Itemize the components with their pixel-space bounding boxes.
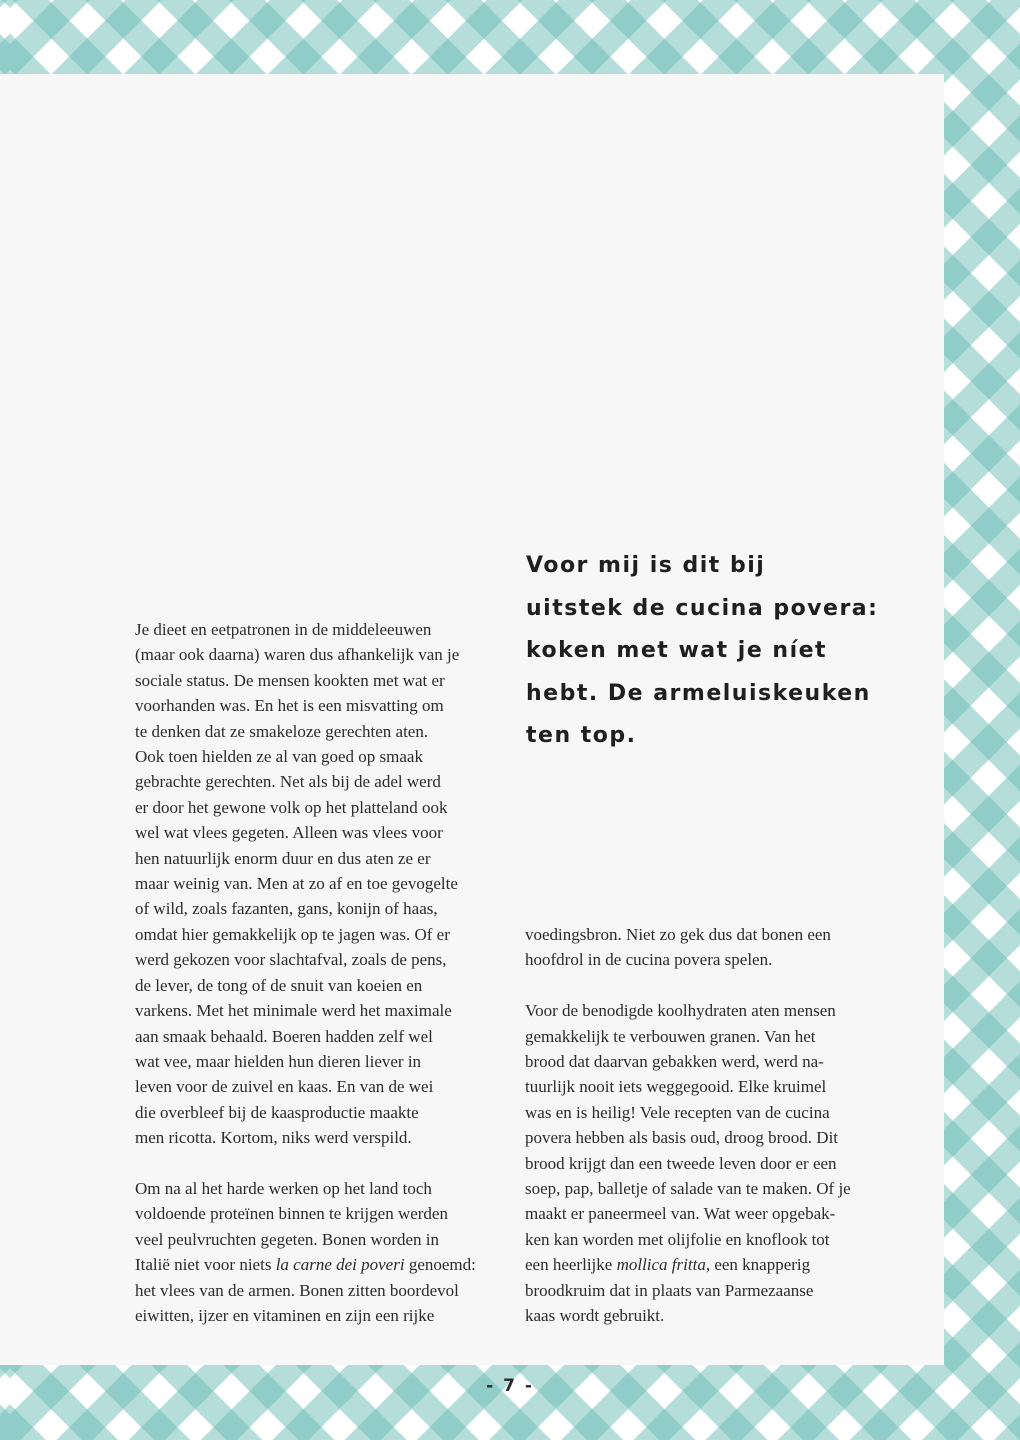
text-line: veel peulvruchten gegeten. Bonen worden in xyxy=(135,1229,440,1249)
text-line: kaas wordt gebruikt. xyxy=(525,1306,665,1326)
page-number: - 7 - xyxy=(486,1376,534,1396)
text-line: voorhanden was. En het is een misvatting om xyxy=(135,696,444,716)
text-line: povera hebben als basis oud, droog brood. Dit xyxy=(525,1128,839,1148)
text-line: wel wat vlees gegeten. Alleen was vlees voor xyxy=(135,823,443,843)
left-column xyxy=(135,617,495,1354)
text-line: de lever, de tong of de snuit van koeien en xyxy=(135,975,423,995)
text-line: er door het gewone volk op het platteland ook xyxy=(135,797,448,817)
italic-term: mollica fritta xyxy=(616,1255,706,1275)
text-line: was en is heilig! Vele recepten van de cucina xyxy=(525,1102,830,1122)
text-line: ken kan worden met olijfolie en knoflook tot xyxy=(525,1229,830,1249)
text-line: broodkruim dat in plaats van Parmezaanse xyxy=(525,1280,814,1300)
text-line: brood dat daarvan gebakken werd, werd na- xyxy=(525,1052,824,1072)
text-line: hen natuurlijk enorm duur en dus aten ze er xyxy=(135,848,431,868)
text-span: een heerlijke xyxy=(525,1255,617,1275)
text-line: wat vee, maar hielden hun dieren liever in xyxy=(135,1051,422,1071)
text-line: of wild, zoals fazanten, gans, konijn of haas, xyxy=(135,899,438,919)
text-span: genoemd: xyxy=(404,1255,476,1275)
text-line: voldoende proteïnen binnen te krijgen werden xyxy=(135,1204,448,1224)
text-line: Ook toen hielden ze al van goed op smaak xyxy=(135,747,423,767)
text-line: Voor de benodigde koolhydraten aten mensen xyxy=(525,1001,836,1021)
text-span: , een knapperig xyxy=(705,1255,811,1275)
text-line: sociale status. De mensen kookten met wat er xyxy=(135,670,445,690)
text-line: te denken dat ze smakeloze gerechten aten. xyxy=(135,721,429,741)
text-line: (maar ook daarna) waren dus afhankelijk van je xyxy=(135,645,460,665)
italic-term: la carne dei poveri xyxy=(275,1255,405,1275)
text-line: hoofdrol in de cucina povera spelen. xyxy=(525,950,773,970)
text-line: men ricotta. Kortom, niks werd verspild. xyxy=(135,1128,412,1148)
text-line: gemakkelijk te verbouwen granen. Van het xyxy=(525,1026,816,1046)
pull-quote-line: uitstek de cucina povera: xyxy=(526,595,879,621)
paragraph-beans-continued xyxy=(525,922,885,973)
paragraph-legumes xyxy=(135,1176,495,1328)
text-line: soep, pap, balletje of salade van te maken. Of je xyxy=(525,1179,851,1199)
text-line: maakt er paneermeel van. Wat weer opgebak- xyxy=(525,1204,836,1224)
text-line: maar weinig van. Men at zo af en toe gevogelte xyxy=(135,874,458,894)
text-line: eiwitten, ijzer en vitaminen en zijn een rijke xyxy=(135,1305,435,1325)
pull-quote-line: ten top. xyxy=(526,723,637,748)
text-line: gebrachte gerechten. Net als bij de adel werd xyxy=(135,772,441,792)
text-line: voedingsbron. Niet zo gek dus dat bonen een xyxy=(525,925,831,944)
right-column xyxy=(525,922,885,1354)
pull-quote-line: Voor mij is dit bij xyxy=(526,553,766,578)
pull-quote-line: hebt. De armeluiskeuken xyxy=(526,680,871,706)
text-line: Om na al het harde werken op het land toch xyxy=(135,1178,432,1198)
pull-quote-line: koken met wat je níet xyxy=(526,638,828,663)
text-line xyxy=(525,1252,885,1277)
text-line: varkens. Met het minimale werd het maximale xyxy=(135,1001,452,1021)
paragraph-middle-ages-diet xyxy=(135,617,495,1151)
text-span: Italië niet voor niets xyxy=(135,1255,276,1275)
text-line: werd gekozen voor slachtafval, zoals de pens, xyxy=(135,950,447,970)
text-line xyxy=(135,1252,495,1277)
text-line: aan smaak behaald. Boeren hadden zelf wel xyxy=(135,1026,433,1046)
paragraph-bread xyxy=(525,998,885,1328)
text-line: leven voor de zuivel en kaas. En van de wei xyxy=(135,1077,434,1097)
text-line: tuurlijk nooit iets weggegooid. Elke kruimel xyxy=(525,1077,827,1097)
text-line: brood krijgt dan een tweede leven door er een xyxy=(525,1153,837,1173)
pull-quote xyxy=(526,545,906,758)
text-line: omdat hier gemakkelijk op te jagen was. Of er xyxy=(135,924,450,944)
text-line: Je dieet en eetpatronen in de middeleeuwen xyxy=(135,620,432,639)
text-line: het vlees van de armen. Bonen zitten boordevol xyxy=(135,1280,459,1300)
text-line: die overbleef bij de kaasproductie maakte xyxy=(135,1102,419,1122)
